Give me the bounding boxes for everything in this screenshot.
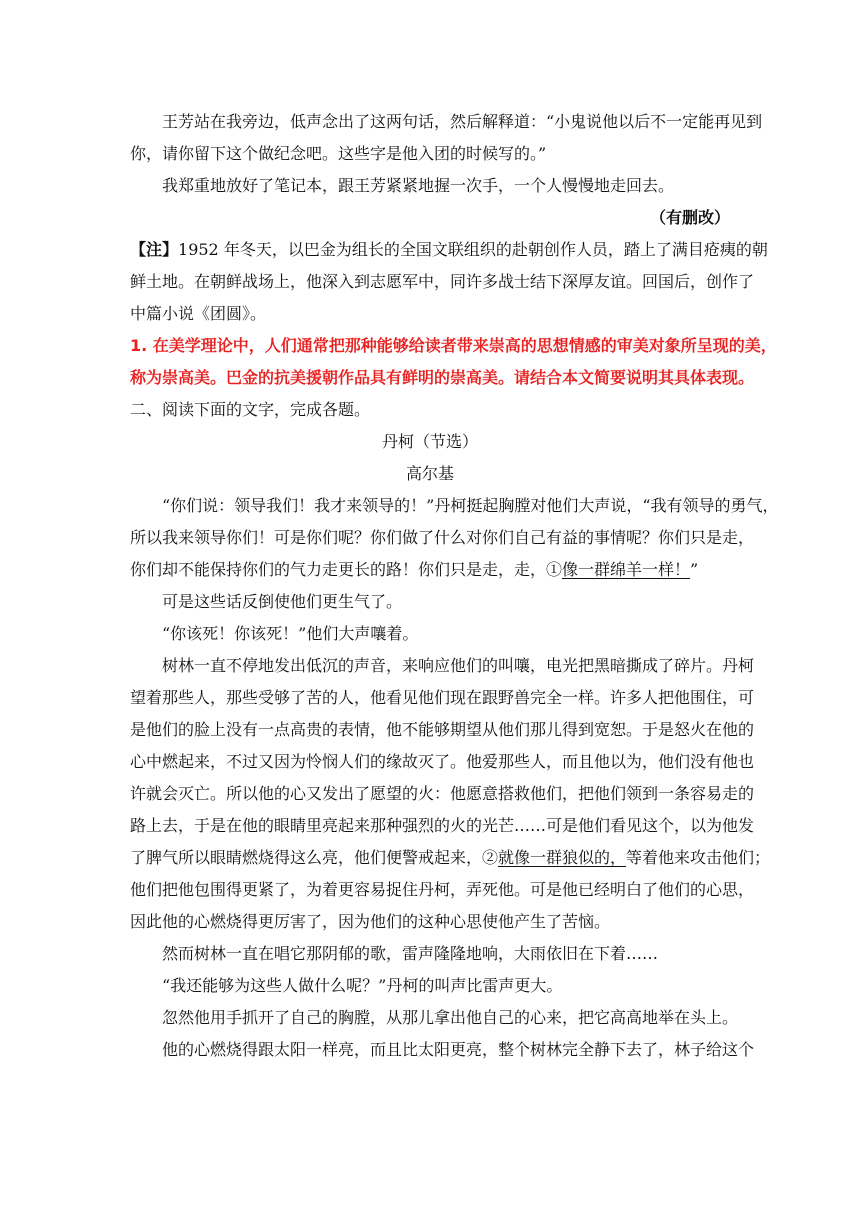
p1-line3-post: ” bbox=[690, 560, 699, 579]
passage2-p6: “我还能够为这些人做什么呢？”丹柯的叫声比雷声更大。 bbox=[162, 976, 563, 995]
passage2-p4-line6: 路上去，于是在他的眼睛里亮起来那种强烈的火的光芒……可是他们看见这个，以为他发 bbox=[130, 816, 755, 835]
passage2-p4-line7 bbox=[130, 842, 771, 874]
underlined-sentence-2: 就像一群狼似的， bbox=[498, 848, 627, 867]
note-line3: 中篇小说《团圆》。 bbox=[130, 304, 267, 323]
passage2-p1-line1: “你们说：领导我们！我才来领导的！”丹柯挺起胸膛对他们大声说，“我有领导的勇气， bbox=[162, 496, 779, 515]
question1-line1: 1. 在美学理论中，人们通常把那种能够给读者带来崇高的思想情感的审美对象所呈现的美， bbox=[130, 336, 777, 355]
passage2-p4-line8: 他们把他包围得更紧了，为着更容易捉住丹柯，弄死他。可是他已经明白了他们的心思， bbox=[130, 880, 755, 899]
passage2-p2: 可是这些话反倒使他们更生气了。 bbox=[162, 592, 403, 611]
passage1-p2: 我郑重地放好了笔记本，跟王芳紧紧地握一次手，一个人慢慢地走回去。 bbox=[162, 176, 675, 195]
passage2-p3: “你该死！你该死！”他们大声嚷着。 bbox=[162, 624, 419, 643]
passage1-p1-line2: 你，请你留下这个做纪念吧。这些字是他入团的时候写的。” bbox=[130, 144, 547, 163]
p1-line3-pre: 你们却不能保持你们的气力走更长的路！你们只是走，走，① bbox=[130, 560, 563, 579]
note-line1-text: 1952 年冬天，以巴金为组长的全国文联组织的赴朝创作人员，踏上了满目疮痍的朝 bbox=[178, 240, 768, 259]
source-note: （有删改） bbox=[649, 208, 730, 227]
passage2-p4-line9: 因此他的心燃烧得更厉害了，因为他们的这种心思使他产生了苦恼。 bbox=[130, 912, 611, 931]
passage2-p8-line1: 他的心燃烧得跟太阳一样亮，而且比太阳更亮，整个树林完全静下去了，林子给这个 bbox=[162, 1040, 755, 1059]
passage2-p4-line5: 许就会灭亡。所以他的心又发出了愿望的火：他愿意搭救他们，把他们领到一条容易走的 bbox=[130, 784, 755, 803]
passage2-p1-line3 bbox=[130, 554, 730, 586]
p4-line7-pre: 了脾气所以眼睛燃烧得这么亮，他们便警戒起来，② bbox=[130, 848, 499, 867]
note-line2: 鲜土地。在朝鲜战场上，他深入到志愿军中，同许多战士结下深厚友谊。回国后，创作了 bbox=[130, 272, 755, 291]
passage2-p4-line1: 树林一直不停地发出低沉的声音，来响应他们的叫嚷，电光把黑暗撕成了碎片。丹柯 bbox=[162, 656, 755, 675]
passage-author: 高尔基 bbox=[405, 464, 454, 483]
passage2-p4-line4: 心中燃起来，不过又因为怜悯人们的缘故灭了。他爱那些人，而且他以为，他们没有他也 bbox=[130, 752, 755, 771]
passage2-p4-line3: 是他们的脸上没有一点高贵的表情，他不能够期望从他们那儿得到宽恕。于是怒火在他的 bbox=[130, 720, 755, 739]
passage2-p5: 然而树林一直在唱它那阴郁的歌，雷声隆隆地响，大雨依旧在下着…… bbox=[162, 944, 659, 963]
passage2-p4-line2: 望着那些人，那些受够了苦的人，他看见他们现在跟野兽完全一样。许多人把他围住，可 bbox=[130, 688, 755, 707]
note-line1 bbox=[130, 234, 768, 266]
passage2-p7: 忽然他用手抓开了自己的胸膛，从那儿拿出他自己的心来，把它高高地举在头上。 bbox=[162, 1008, 739, 1027]
document-page bbox=[130, 106, 779, 1066]
passage-title: 丹柯（节选） bbox=[381, 432, 478, 451]
note-label: 【注】 bbox=[130, 240, 179, 259]
section2-heading: 二、阅读下面的文字，完成各题。 bbox=[130, 400, 371, 419]
p4-line7-post: 等着他来攻击他们； bbox=[626, 848, 771, 867]
question1-line2: 称为崇高美。巴金的抗美援朝作品具有鲜明的崇高美。请结合本文简要说明其具体表现。 bbox=[130, 368, 755, 387]
passage1-p1-line1: 王芳站在我旁边，低声念出了这两句话，然后解释道：“小鬼说他以后不一定能再见到 bbox=[162, 112, 763, 131]
passage2-p1-line2: 所以我来领导你们！可是你们呢？你们做了什么对你们自己有益的事情呢？你们只是走， bbox=[130, 528, 755, 547]
underlined-sentence-1: 像一群绵羊一样！ bbox=[562, 560, 691, 579]
